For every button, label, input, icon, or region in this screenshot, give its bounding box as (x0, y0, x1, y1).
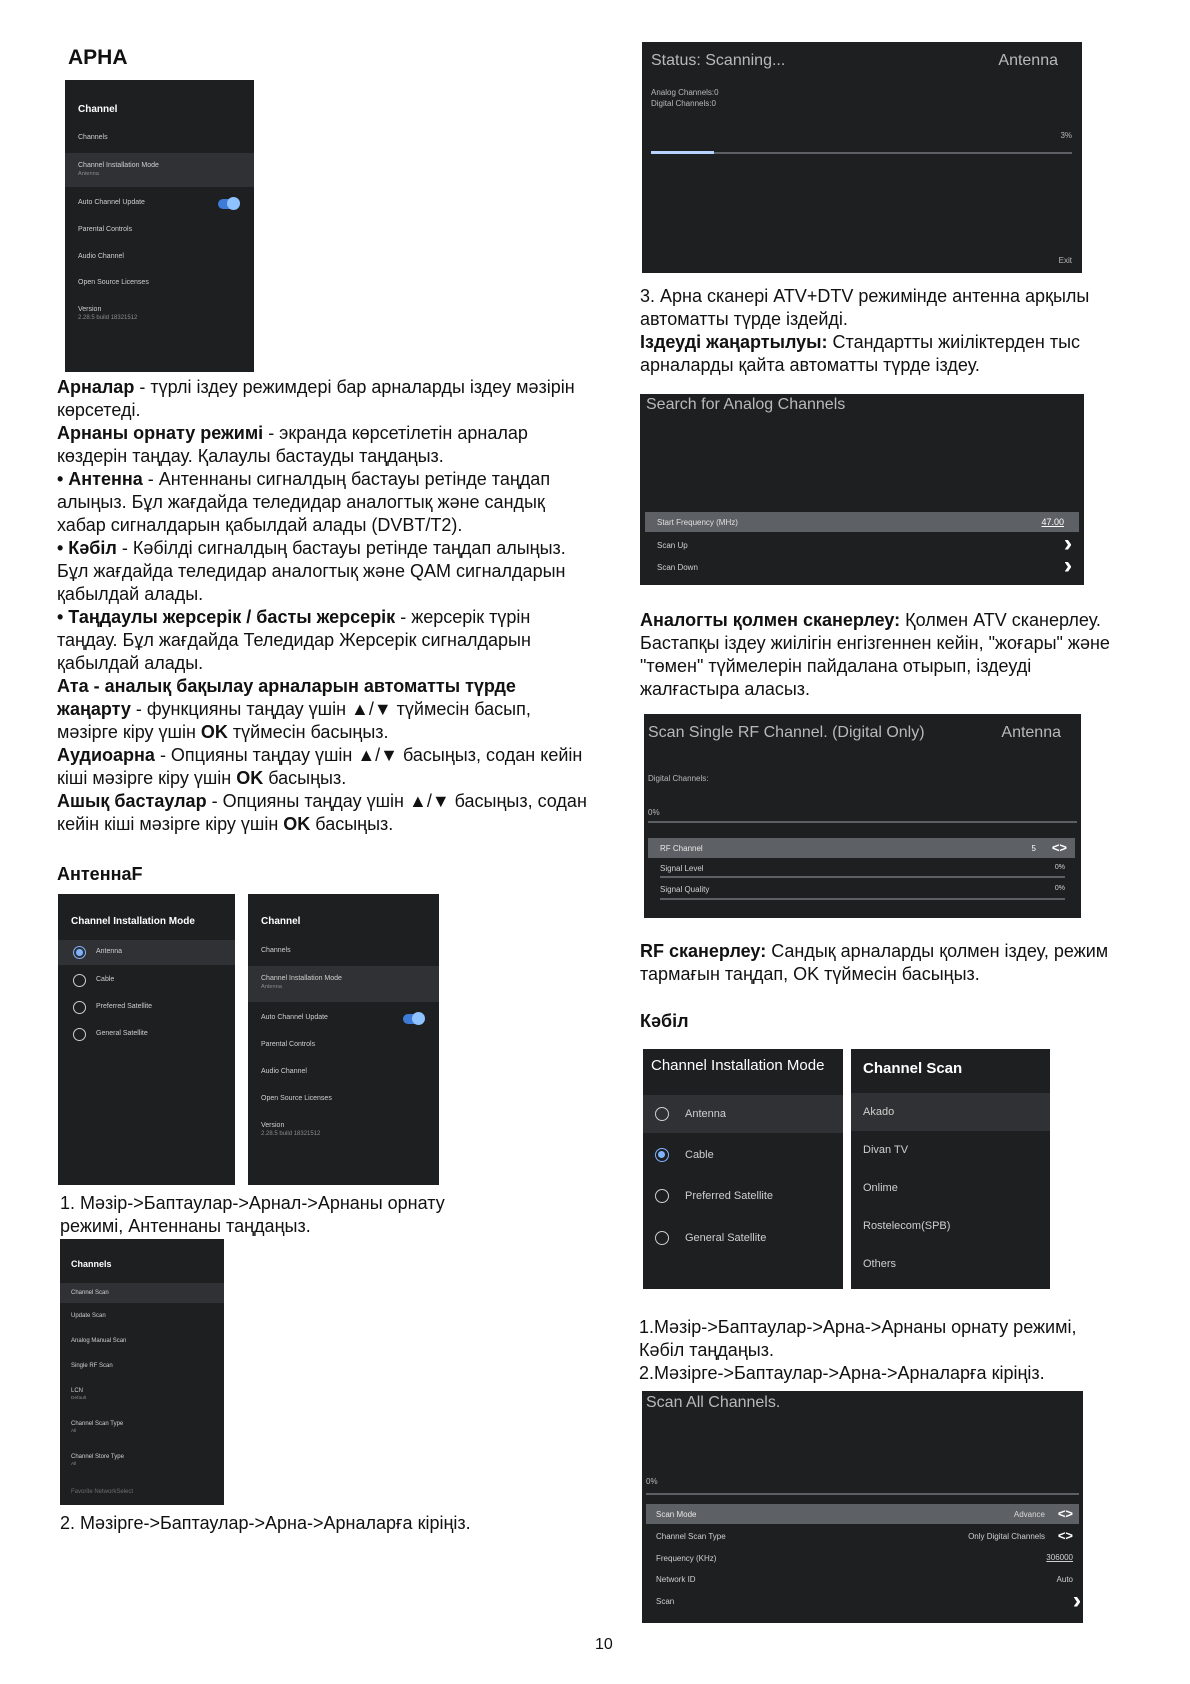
scan-type-label: Channel Scan Type (656, 1532, 726, 1541)
menu-item-sub: 2.28.5 build 18321512 (78, 315, 138, 321)
option-general-satellite (643, 1219, 843, 1257)
menu-item-version (65, 306, 254, 321)
menu-item-label: Channel Store Type (71, 1454, 124, 1460)
toggle-icon (218, 199, 238, 209)
caption-cable-2: 2.Мәзірге->Баптаулар->Арна->Арналарға кіріңіз. (639, 1363, 1045, 1383)
menu-item-channel-scan: Channel Scan (60, 1283, 224, 1303)
digital-channels-label: Digital Channels: (648, 774, 709, 783)
radio-icon (655, 1107, 669, 1121)
radio-icon (73, 1001, 86, 1014)
analog-count: Analog Channels:0 (651, 88, 719, 97)
left-right-arrows-icon: <> (1057, 1506, 1073, 1521)
radio-selected-icon (655, 1148, 669, 1162)
menu-item-label: Channel Installation Mode (78, 162, 159, 169)
network-id-label: Network ID (656, 1575, 696, 1584)
option-general-satellite (58, 1022, 235, 1047)
menu-item-installation-mode (248, 966, 439, 1002)
signal-level-value: 0% (1054, 864, 1065, 871)
option-label: General Satellite (685, 1232, 767, 1244)
menu-item-label: Version (261, 1122, 285, 1129)
option-preferred-satellite (643, 1177, 843, 1215)
rf-percent: 0% (648, 808, 660, 817)
network-id-value: Auto (1056, 1575, 1073, 1584)
radio-selected-icon (73, 946, 86, 959)
menu-item-label: Channel Scan Type (71, 1421, 124, 1427)
menu-item-single-rf: Single RF Scan (71, 1363, 113, 1369)
menu-item-sub: Antenna (261, 984, 282, 990)
option-label: Antenna (685, 1108, 726, 1120)
menu-item-channels: Channels (78, 134, 108, 141)
menu-item-auto-update: Auto Channel Update (78, 199, 145, 206)
channel-menu-screenshot-2 (248, 894, 439, 1185)
menu-item-sub: All (71, 1429, 77, 1434)
scan-percent: 3% (1060, 131, 1072, 140)
start-frequency-label: Start Frequency (MHz) (657, 518, 738, 527)
installation-title: Channel Installation Mode (71, 916, 195, 927)
menu-item-update-scan: Update Scan (71, 1313, 106, 1319)
menu-item-audio: Audio Channel (261, 1068, 307, 1075)
scan-all-channels-screenshot (642, 1391, 1083, 1623)
operator-item: Akado (851, 1093, 1050, 1131)
signal-level-label: Signal Level (660, 864, 704, 873)
analog-search-screenshot (640, 394, 1084, 585)
option-antenna (58, 940, 235, 965)
signal-quality-bar (660, 898, 1065, 900)
page-number: 10 (595, 1636, 613, 1653)
scan-up-label: Scan Up (657, 541, 688, 550)
menu-item-sub: Default (71, 1396, 87, 1401)
menu-title: Channels (71, 1259, 112, 1269)
caption-step1: 1. Мәзір->Баптаулар->Арнал->Арнаны орнату режимі, Антеннаны таңдаңыз. (60, 1193, 445, 1236)
menu-item-parental: Parental Controls (78, 226, 133, 233)
single-rf-title: Scan Single RF Channel. (Digital Only) (648, 724, 925, 741)
cable-heading: Кәбіл (640, 1011, 689, 1031)
exit-label: Exit (1058, 256, 1072, 265)
option-label: Cable (685, 1149, 714, 1161)
option-label: Preferred Satellite (685, 1190, 774, 1202)
rf-channel-label: RF Channel (660, 844, 703, 853)
option-label: Preferred Satellite (96, 1003, 153, 1010)
single-rf-screenshot (644, 714, 1081, 918)
frequency-value: 306000 (1046, 1553, 1073, 1562)
menu-item-audio: Audio Channel (78, 253, 124, 260)
radio-icon (655, 1189, 669, 1203)
progress-track (646, 1493, 1079, 1495)
start-frequency-value: 47.00 (1041, 517, 1064, 527)
digital-count: Digital Channels:0 (651, 99, 716, 108)
progress-track (651, 152, 1072, 154)
caption-cable (639, 1316, 1109, 1385)
operator-item: Onlime (863, 1182, 898, 1194)
option-antenna (643, 1095, 843, 1133)
menu-item-installation-mode (65, 153, 254, 187)
menu-item-favorite-network: Favorite NetworkSelect (71, 1489, 134, 1495)
menu-item-channels: Channels (261, 947, 291, 954)
menu-item-parental: Parental Controls (261, 1041, 316, 1048)
installation-mode-screenshot (58, 894, 235, 1185)
menu-item-version (248, 1122, 439, 1137)
right-text-1: 3. Арна сканері ATV+DTV режимінде антенна арқылы автоматты түрде іздейді. Іздеуді жаңартылуы: Стандартты жиіліктерден тыс арналарды қайта автоматты түрде іздеу. (640, 285, 1130, 377)
menu-item-lcn (60, 1388, 224, 1401)
menu-item-sub: Antenna (78, 171, 99, 177)
frequency-label: Frequency (KHz) (656, 1554, 717, 1563)
rf-channel-row (648, 838, 1075, 858)
option-label: Cable (96, 976, 115, 983)
analog-title: Search for Analog Channels (646, 396, 846, 413)
menu-item-sub: 2.28.5 build 18321512 (261, 1131, 321, 1137)
scan-source: Antenna (998, 52, 1058, 69)
channel-scan-operators-screenshot (851, 1049, 1050, 1289)
signal-quality-value: 0% (1054, 885, 1065, 892)
menu-item-scan-type (60, 1421, 224, 1434)
single-rf-source: Antenna (1001, 724, 1061, 741)
signal-quality-label: Signal Quality (660, 885, 710, 894)
menu-item-auto-update: Auto Channel Update (261, 1014, 328, 1021)
toggle-icon (403, 1014, 423, 1024)
left-right-arrows-icon: <> (1051, 840, 1067, 855)
rf-channel-value: 5 (1031, 844, 1036, 853)
menu-item-sub: All (71, 1462, 77, 1467)
channel-menu-screenshot (65, 80, 254, 372)
progress-track (648, 821, 1077, 823)
scan-type-value: Only Digital Channels (968, 1532, 1045, 1541)
caption-step2: 2. Мәзірге->Баптаулар->Арна->Арналарға кіріңіз. (60, 1513, 471, 1533)
menu-title: Channel (78, 104, 118, 115)
menu-item-label: Channel Installation Mode (261, 975, 342, 982)
channel-scan-title: Channel Scan (863, 1060, 963, 1077)
radio-icon (73, 1028, 86, 1041)
scan-label: Scan (656, 1597, 675, 1606)
option-label: General Satellite (96, 1030, 148, 1037)
operator-item: Divan TV (863, 1144, 909, 1156)
option-label: Antenna (96, 948, 123, 955)
channels-menu-screenshot (60, 1239, 224, 1505)
menu-item-label: LCN (71, 1388, 84, 1394)
scan-mode-label: Scan Mode (656, 1510, 697, 1519)
scan-status: Status: Scanning... (651, 52, 786, 69)
installation-mode-large-screenshot (643, 1049, 843, 1289)
menu-item-licenses: Open Source Licenses (261, 1095, 332, 1102)
menu-item-store-type (60, 1454, 224, 1467)
operator-item: Others (863, 1258, 897, 1270)
menu-item-licenses: Open Source Licenses (78, 279, 149, 286)
right-text-2: Аналогты қолмен сканерлеу: Қолмен ATV сканерлеу. Бастапқы іздеу жиілігін енгізгеннен кейін, "жоғары" және "төмен" түймелерін пайдалана отырып, іздеуді жалғастыра аласыз. (640, 610, 1110, 699)
signal-level-bar (660, 876, 1065, 878)
radio-icon (73, 974, 86, 987)
menu-title: Channel (261, 916, 301, 927)
option-cable (58, 968, 235, 993)
menu-item-label: Version (78, 306, 102, 313)
operator-item: Rostelecom(SPB) (863, 1220, 951, 1232)
radio-icon (655, 1231, 669, 1245)
status-scanning-screenshot (642, 42, 1082, 273)
right-text-3: RF сканерлеу: Сандық арналарды қолмен іздеу, режим тармағын таңдап, OK түймесін басыңыз. (640, 941, 1109, 984)
description-text: Арналар - түрлі іздеу режимдері бар арналарды іздеу мәзірін көрсетеді. Арнаны орнату режимі - экранда көрсетілетін арналар көздерін таңдау. Қалаулы бастауды таңдаңыз. • Антенна - Антеннаны сигналдың бастауы ретінде таңдап алыңыз. Бұл жағдайда теледидар аналогтық және сандық хабар сигналдарын қабылдай алады (DVBT/T2). • Кәбіл - Кәбілді сигналдың бастауы ретінде таңдап алыңыз. Бұл жағдайда теледидар аналогтық және QAM сигналдарын қабылдай алады. • Таңдаулы жерсерік / басты жерсерік - жерсерік түрін таңдау. Бұл жағдайда Теледидар Жерсерік сигналдарын қабылдай алады. Ата - аналық бақылау арналарын автоматты түрде жаңарту - функцияны таңдау үшін ▲/▼ түймесін басып, мәзірге кіру үшін OK түймесін басыңыз. Аудиоарна - Опцияны таңдау үшін ▲/▼ басыңыз, содан кейін кіші мәзірге кіру үшін OK басыңыз. Ашық бастаулар - Опцияны таңдау үшін ▲/▼ басыңыз, содан кейін кіші мәзірге кіру үшін OK басыңыз. (57, 377, 587, 834)
scan-down-label: Scan Down (657, 563, 698, 572)
menu-item-analog-manual: Analog Manual Scan (71, 1338, 127, 1344)
scan-all-percent: 0% (646, 1477, 658, 1486)
option-cable (643, 1136, 843, 1174)
section-heading: АРНА (68, 46, 128, 69)
option-preferred-satellite (58, 995, 235, 1020)
scan-all-title: Scan All Channels. (646, 1394, 781, 1411)
installation-title: Channel Installation Mode (651, 1057, 825, 1074)
antenna-heading: АнтеннаF (57, 864, 143, 884)
scan-description: 3. Арна сканері ATV+DTV режимінде антенна арқылы автоматты түрде іздейді. (640, 286, 1090, 329)
caption-cable-1: 1.Мәзір->Баптаулар->Арна->Арнаны орнату режимі, Кәбіл таңдаңыз. (639, 1317, 1077, 1360)
progress-fill (651, 151, 714, 154)
left-right-arrows-icon: <> (1057, 1528, 1073, 1543)
scan-mode-value: Advance (1013, 1510, 1045, 1519)
